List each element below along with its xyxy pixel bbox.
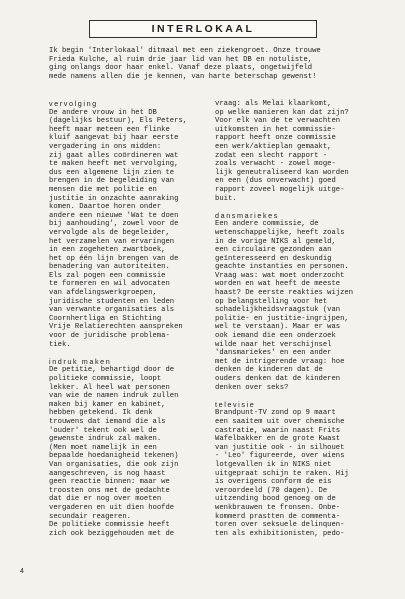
- page-number: 4: [20, 568, 24, 575]
- text-line: te maken heeft met vervolging,: [49, 160, 179, 169]
- text-line: kluif aangevat bij haar eerste: [49, 134, 179, 143]
- text-line: in de vorige NIKS al gemeld,: [215, 237, 336, 246]
- text-line: dus een algemene lijn zien te: [49, 168, 175, 177]
- text-line: Brandpunt-TV zond op 9 maart: [215, 409, 336, 418]
- text-line: ouders denken dat de kinderen: [215, 375, 341, 383]
- text-line: uitkomsten in het commissie-: [215, 125, 336, 134]
- text-line: het op één lijn brengen van de: [49, 254, 179, 263]
- text-line: een werk/aktieplan gemaakt,: [215, 142, 332, 151]
- text-line: wel te verstaan). Maar er was: [215, 323, 341, 332]
- text-line: aangeschreven, is nog haast: [49, 469, 166, 478]
- text-line: kommerd prastten de commenta-: [215, 512, 341, 521]
- text-line: - 'Leo' figureerde, over wiens: [215, 452, 345, 461]
- heading-indruk-maken: indruk maken: [49, 356, 112, 366]
- text-line: uitzending bood genoeg om de: [215, 495, 336, 504]
- text-line: ook iemand die een onderzoek: [215, 332, 336, 341]
- text-line: Voor elk van de te verwachten: [215, 117, 341, 126]
- text-line: mensen die met politie en: [49, 185, 157, 194]
- text-line: geachte instanties en personen.: [215, 263, 349, 272]
- text-line: worden en wat heeft de meeste: [215, 280, 341, 289]
- text-line: Coornhertliga en Stichting: [49, 314, 162, 323]
- section-vervolging: [49, 109, 207, 350]
- text-line: dat die er nog over moeten: [49, 495, 162, 504]
- text-line: politieke commissie, loopt: [49, 375, 162, 383]
- section-dansmariekes: [215, 220, 375, 392]
- text-line: benadering van autoriteiten.: [49, 263, 170, 272]
- text-line: zich ook beziggehouden met de: [49, 529, 175, 538]
- section-indruk-maken: [49, 366, 207, 538]
- text-line: rapport heeft onze commissie: [215, 134, 336, 143]
- text-line: zij gaat alles coördineren wat: [49, 151, 179, 160]
- heading-vervolging: vervolging: [49, 99, 98, 108]
- text-line: (Men moet namelijk in een: [49, 443, 157, 452]
- text-line: Vraag was: wat moet onderzocht: [215, 271, 345, 280]
- text-line: bij aanhouding', zowel voor de: [49, 220, 179, 229]
- text-line: secundair reageren.: [49, 512, 131, 521]
- text-line: een saaitem uit over chemische: [215, 417, 345, 426]
- text-line: bepaalde hoedanigheid tekenen): [49, 452, 179, 461]
- text-line: rapport zoveel mogelijk uitge-: [215, 185, 345, 194]
- text-line: (dagelijks bestuur), Els Peters,: [49, 117, 188, 126]
- text-line: van justitie ook - in silhouet: [215, 443, 345, 452]
- title-banner: [89, 20, 317, 38]
- text-line: vergadering in ons midden:: [49, 142, 162, 151]
- text-line: De petitie, behartigd door de: [49, 366, 175, 375]
- text-line: schadelijkheidsvraagstuk (van: [215, 306, 341, 315]
- text-line: 'dansmariekes' en een ander: [215, 349, 332, 358]
- text-line: maken bij kamer en kabinet,: [49, 400, 166, 409]
- text-line: brengen in de begeleiding van: [49, 177, 175, 186]
- text-line: heeft maar meteen een flinke: [49, 125, 170, 134]
- text-line: Van organisaties, die ook zijn: [49, 460, 179, 469]
- text-line: te formeren en wil advocaten: [49, 280, 170, 289]
- text-line: De andere vrouw in het DB: [49, 108, 157, 117]
- text-line: een circulaire gezonden aan: [215, 246, 332, 255]
- text-line: zoals verwacht - zowel moge-: [215, 160, 336, 169]
- text-line: troosten ons met de gedachte: [49, 486, 170, 495]
- text-line: trouwens dat iemand die als: [49, 417, 166, 426]
- text-line: Wafelbakker en de grote Kwast: [215, 435, 341, 444]
- text-line: uitgepraat schijn te raken. Hij: [215, 469, 349, 478]
- text-line: buit.: [215, 194, 237, 203]
- text-line: 'ouder' tekent ook wel de: [49, 426, 157, 435]
- intro-paragraph: [49, 47, 374, 81]
- text-line: tiek.: [49, 340, 71, 349]
- text-line: met de intrigerende vraag: hoe: [215, 357, 345, 366]
- text-line: vergaderen en uit dien hoofde: [49, 503, 175, 512]
- section-televisie: [215, 409, 375, 538]
- text-line: lotgevallen ik in NIKS niet: [215, 460, 332, 469]
- text-line: van afdelingswerkgroepen,: [49, 289, 157, 298]
- text-line: op welke manieren kan dat zijn?: [215, 108, 349, 117]
- text-line: veroordeeld (70 dagen). De: [215, 486, 328, 495]
- text-line: castratie, waarin naast Frits: [215, 426, 341, 435]
- text-line: Vrije Relatierechten aanspreken: [49, 323, 183, 332]
- text-line: ten als exhibitionisten, pedo-: [215, 529, 345, 538]
- text-line: juridische studenten en leden: [49, 297, 175, 306]
- text-line: gewenste indruk zal maken.: [49, 435, 162, 444]
- text-line: Els zal pogen een commissie: [49, 271, 166, 280]
- text-line: wilde naar het verschijnsel: [215, 340, 332, 349]
- text-line: van verwante organisaties als: [49, 306, 175, 315]
- text-line: denken over seks?: [215, 383, 289, 392]
- section-vraag: [215, 100, 375, 203]
- heading-dansmariekes: dansmariekes: [215, 210, 279, 220]
- text-line: het verzamelen van ervaringen: [49, 237, 175, 246]
- text-line: lekker. Al heel wat personen: [49, 383, 170, 392]
- page-title: INTERLOKAAL: [151, 23, 255, 35]
- text-line: Een andere commissie, de: [215, 220, 319, 229]
- text-line: hebben getekend. Ik denk: [49, 409, 153, 418]
- text-line: mede namens allen die je kennen, van harte beterschap gewenst!: [49, 72, 317, 81]
- text-line: geen reactie binnen: maar we: [49, 478, 170, 487]
- heading-televisie: televisie: [215, 399, 256, 409]
- text-line: Ik begin 'Interlokaal' ditmaal met een ziekengroet. Onze trouwe: [49, 47, 321, 55]
- text-line: vervolgde als de begeleider,: [49, 228, 170, 237]
- left-column: [49, 100, 207, 538]
- text-line: geïnteresseerd en deskundig: [215, 254, 332, 263]
- text-line: Frieda Kulche, al ruim drie jaar lid van het DB en notuliste,: [49, 55, 313, 64]
- text-line: justitie in onzachte aanraking: [49, 194, 179, 203]
- text-line: van wie de namen indruk zullen: [49, 392, 179, 401]
- text-line: zodat een slecht rapport -: [215, 151, 328, 160]
- text-line: wenkbrauwen te fronsen. Onbe-: [215, 503, 341, 512]
- text-line: op belangstelling voor het: [215, 297, 328, 306]
- text-line: is overigens conform de eis: [215, 478, 332, 487]
- text-line: haast? De eerste reakties wijzen: [215, 289, 354, 298]
- text-line: lijk geneutraliseerd kan worden: [215, 168, 349, 177]
- text-line: komen. Daartoe horen onder: [49, 203, 162, 212]
- text-line: in een zogeheten zwartboek,: [49, 246, 166, 255]
- text-line: denken de kinderen dat de: [215, 366, 323, 375]
- text-line: en een (dus onverwacht) goed: [215, 177, 336, 186]
- text-line: andere een nieuwe 'Wat te doen: [49, 211, 179, 220]
- right-column: [215, 100, 375, 538]
- text-line: vraag: als Melai klaarkomt,: [215, 100, 332, 108]
- text-line: De politieke commissie heeft: [49, 521, 170, 530]
- text-line: ging onlangs door haar enkel. Vanaf deze plaats, ongetwijfeld: [49, 64, 313, 73]
- text-line: voor de juridische problema-: [49, 332, 170, 341]
- text-line: wetenschappelijke, heeft zoals: [215, 228, 345, 237]
- text-line: politie- en justitie-ingrijpen,: [215, 314, 349, 323]
- text-line: toren over seksuele delinquen-: [215, 521, 345, 530]
